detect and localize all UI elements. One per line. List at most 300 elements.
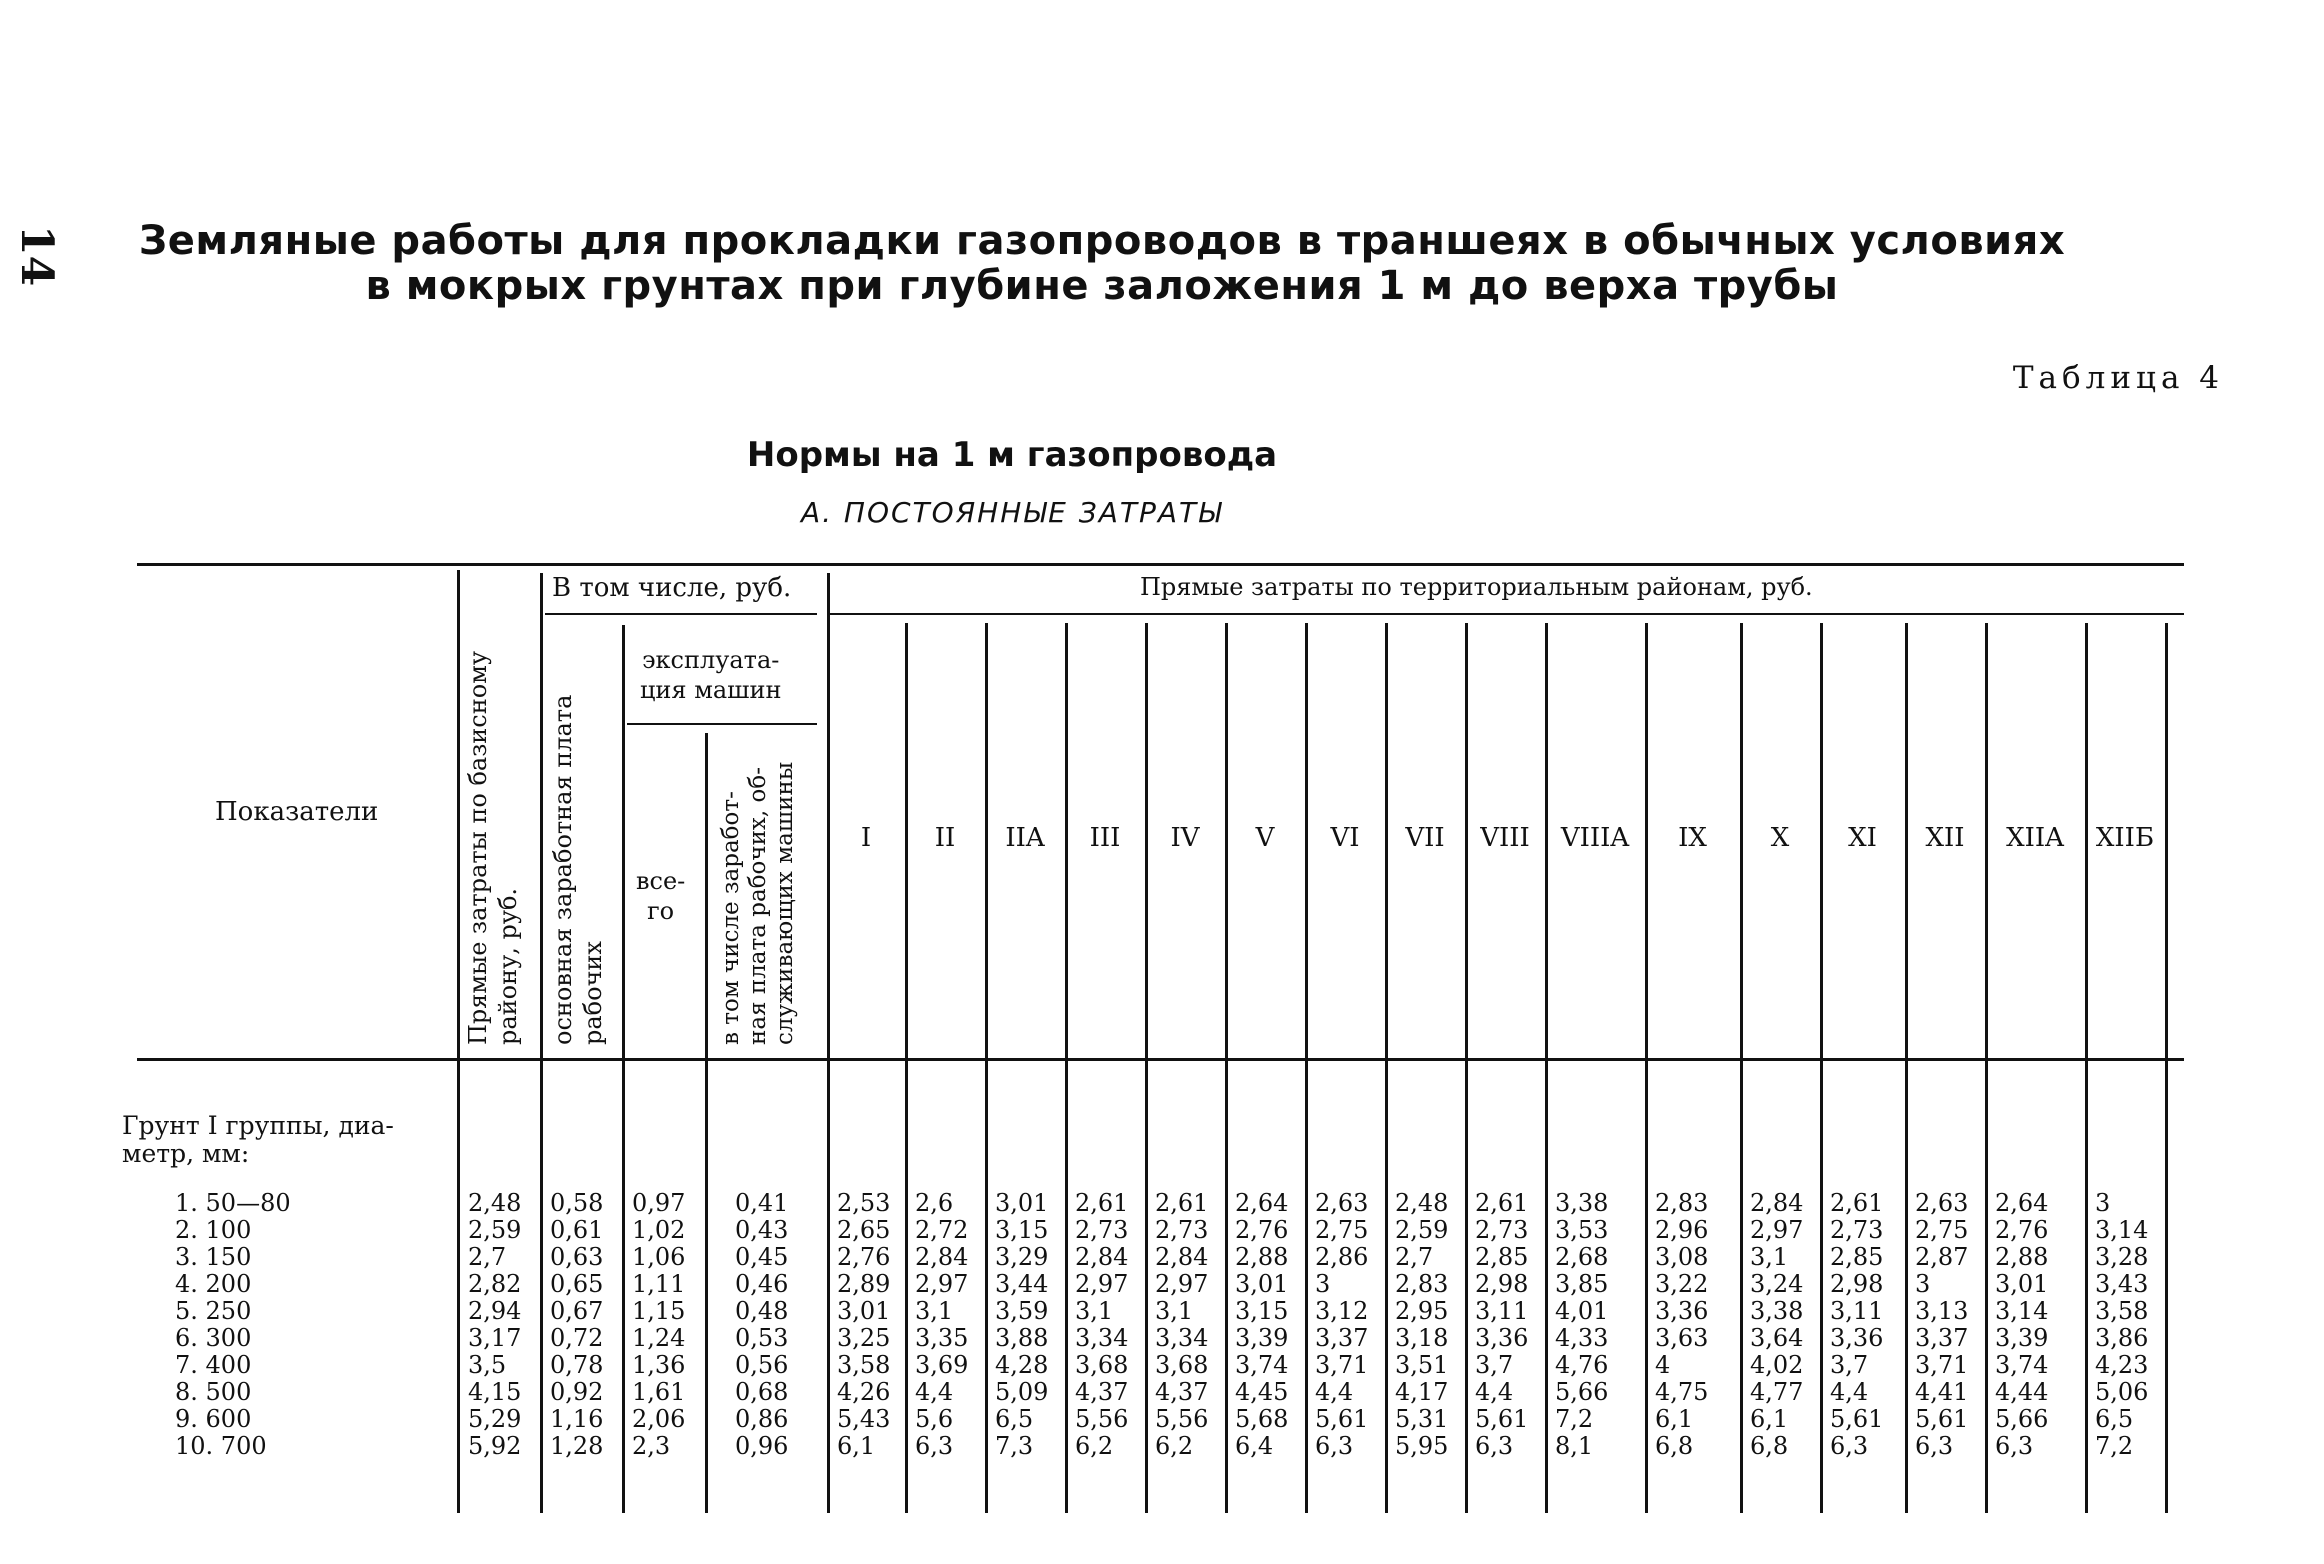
region-header: IV	[1170, 823, 1200, 853]
table-cell: 2,86	[1315, 1243, 1369, 1271]
table-cell: 2,64	[1995, 1189, 2049, 1217]
table-cell: 3,1	[915, 1297, 954, 1325]
table-cell: 3	[1915, 1270, 1931, 1298]
header-direct-costs-base-line-2: району, руб.	[494, 887, 522, 1045]
data-column	[1830, 1190, 1883, 1460]
data-column	[995, 1190, 1048, 1460]
table-cell: 1,06	[632, 1243, 686, 1271]
table-cell: 3,1	[1155, 1297, 1194, 1325]
table-cell: 5,43	[837, 1405, 891, 1433]
table-cell: 3,12	[1315, 1297, 1369, 1325]
table-cell: 3,85	[1555, 1270, 1609, 1298]
data-column	[1915, 1190, 1968, 1460]
header-incl-rub: В том числе, руб.	[552, 573, 792, 603]
table-cell: 2,75	[1915, 1216, 1969, 1244]
data-column	[632, 1190, 685, 1460]
table-cell: 6,1	[1655, 1405, 1694, 1433]
table-cell: 3,22	[1655, 1270, 1709, 1298]
table-cell: 3,7	[1475, 1351, 1514, 1379]
table-cell: 5,09	[995, 1378, 1049, 1406]
data-column	[1750, 1190, 1803, 1460]
table-cell: 1,24	[632, 1324, 686, 1352]
table-cell: 2,96	[1655, 1216, 1709, 1244]
table-cell: 2,87	[1915, 1243, 1969, 1271]
data-column	[2095, 1190, 2148, 1460]
table-cell: 2,95	[1395, 1297, 1449, 1325]
table-cell: 4,45	[1235, 1378, 1289, 1406]
table-cell: 3,37	[1915, 1324, 1969, 1352]
data-column	[1655, 1190, 1708, 1460]
header-direct-costs-base-line-1: Прямые затраты по базисному	[464, 651, 492, 1045]
table-cell: 3,14	[2095, 1216, 2149, 1244]
table-cell: 0,96	[735, 1432, 789, 1460]
table-cell: 0,58	[550, 1189, 604, 1217]
table-cell: 2,84	[1075, 1243, 1129, 1271]
column-rule	[1740, 623, 1743, 1513]
table-cell: 3,74	[1995, 1351, 2049, 1379]
table-cell: 4,15	[468, 1378, 522, 1406]
table-cell: 3,64	[1750, 1324, 1804, 1352]
sub-rule-machine	[627, 723, 817, 725]
table-cell: 0,65	[550, 1270, 604, 1298]
table-cell: 3,14	[1995, 1297, 2049, 1325]
table-cell: 3,18	[1395, 1324, 1449, 1352]
region-header: IX	[1678, 823, 1707, 853]
table-cell: 4,44	[1995, 1378, 2049, 1406]
table-cell: 5,29	[468, 1405, 522, 1433]
column-rule	[1465, 623, 1468, 1513]
column-rule	[540, 573, 543, 1513]
region-header: X	[1770, 823, 1790, 853]
column-rule	[705, 733, 708, 1513]
table-cell: 0,43	[735, 1216, 789, 1244]
table-cell: 3	[1315, 1270, 1331, 1298]
header-incl-wage	[718, 762, 799, 1045]
region-header: III	[1089, 823, 1121, 853]
table-cell: 2,48	[1395, 1189, 1449, 1217]
table-cell: 2,84	[915, 1243, 969, 1271]
data-column	[468, 1190, 521, 1460]
header-base-wage	[548, 695, 608, 1045]
region-header: VII	[1405, 823, 1445, 853]
table-cell: 2,63	[1915, 1189, 1969, 1217]
row-label: 1. 50—80	[175, 1189, 291, 1217]
table-cell: 3,71	[1315, 1351, 1369, 1379]
column-rule	[1905, 623, 1908, 1513]
table-cell: 3,01	[995, 1189, 1049, 1217]
table-cell: 4,41	[1915, 1378, 1969, 1406]
column-rule	[1145, 623, 1148, 1513]
region-header: VIIIA	[1560, 823, 1630, 853]
table-cell: 0,78	[550, 1351, 604, 1379]
column-rule	[1820, 623, 1823, 1513]
header-territorial: Прямые затраты по территориальным районам, руб.	[1140, 573, 1813, 601]
table-cell: 7,2	[2095, 1432, 2134, 1460]
table-cell: 5,06	[2095, 1378, 2149, 1406]
table-cell: 2,75	[1315, 1216, 1369, 1244]
table-cell: 6,3	[1315, 1432, 1354, 1460]
table-cell: 3,71	[1915, 1351, 1969, 1379]
table-cell: 0,68	[735, 1378, 789, 1406]
table-cell: 5,61	[1915, 1405, 1969, 1433]
table-cell: 3,36	[1475, 1324, 1529, 1352]
table-cell: 2,85	[1475, 1243, 1529, 1271]
table-top-rule	[137, 563, 2184, 566]
table-cell: 0,46	[735, 1270, 789, 1298]
table-cell: 2,98	[1830, 1270, 1884, 1298]
region-header: VIII	[1480, 823, 1530, 853]
column-rule	[2085, 623, 2088, 1513]
group-label-line-1: Грунт I группы, диа-	[122, 1111, 394, 1140]
table-cell: 5,56	[1075, 1405, 1129, 1433]
table-cell: 2,88	[1235, 1243, 1289, 1271]
table-cell: 0,67	[550, 1297, 604, 1325]
row-label: 5. 250	[175, 1297, 252, 1325]
table-cell: 3,69	[915, 1351, 969, 1379]
table-cell: 3,7	[1830, 1351, 1869, 1379]
table-cell: 6,1	[1750, 1405, 1789, 1433]
table-cell: 4,37	[1155, 1378, 1209, 1406]
table-cell: 4,33	[1555, 1324, 1609, 1352]
table-cell: 2,84	[1750, 1189, 1804, 1217]
table-cell: 5,61	[1315, 1405, 1369, 1433]
table-cell: 4,77	[1750, 1378, 1804, 1406]
table-cell: 3,08	[1655, 1243, 1709, 1271]
table-cell: 3,88	[995, 1324, 1049, 1352]
header-machine-ops-line-1: эксплуата-	[642, 646, 780, 674]
table-cell: 6,8	[1750, 1432, 1789, 1460]
header-machine-ops-line-2: ция машин	[640, 676, 782, 704]
table-cell: 1,11	[632, 1270, 686, 1298]
table-cell: 3,74	[1235, 1351, 1289, 1379]
table-cell: 2,73	[1155, 1216, 1209, 1244]
table-cell: 3,38	[1750, 1297, 1804, 1325]
region-header: XIIБ	[2095, 823, 2155, 853]
table-cell: 4,23	[2095, 1351, 2149, 1379]
region-header: II	[934, 823, 956, 853]
table-cell: 1,36	[632, 1351, 686, 1379]
sub-rule-incl	[545, 613, 817, 615]
table-cell: 4,02	[1750, 1351, 1804, 1379]
table-cell: 1,02	[632, 1216, 686, 1244]
table-cell: 3,28	[2095, 1243, 2149, 1271]
title-line-2: в мокрых грунтах при глубине заложения 1 м до верха трубы	[365, 263, 1839, 309]
column-rule	[622, 625, 625, 1513]
table-cell: 2,7	[468, 1243, 507, 1271]
table-cell: 6,3	[1475, 1432, 1514, 1460]
column-rule	[2165, 623, 2168, 1513]
table-cell: 2,68	[1555, 1243, 1609, 1271]
header-bottom-rule	[137, 1058, 2184, 1061]
table-cell: 4,01	[1555, 1297, 1609, 1325]
table-cell: 6,3	[1915, 1432, 1954, 1460]
table-cell: 3,53	[1555, 1216, 1609, 1244]
table-cell: 3,68	[1075, 1351, 1129, 1379]
table-cell: 0,41	[735, 1189, 789, 1217]
column-rule	[985, 623, 988, 1513]
column-rule	[827, 573, 830, 1513]
table-cell: 2,6	[915, 1189, 954, 1217]
table-cell: 4	[1655, 1351, 1671, 1379]
table-cell: 5,31	[1395, 1405, 1449, 1433]
table-cell: 3,59	[995, 1297, 1049, 1325]
table-cell: 3,58	[2095, 1297, 2149, 1325]
column-rule	[457, 570, 460, 1513]
table-cell: 5,56	[1155, 1405, 1209, 1433]
data-column	[1315, 1190, 1368, 1460]
table-cell: 2,85	[1830, 1243, 1884, 1271]
table-cell: 5,68	[1235, 1405, 1289, 1433]
table-cell: 6,5	[995, 1405, 1034, 1433]
table-cell: 2,83	[1395, 1270, 1449, 1298]
table-cell: 3,24	[1750, 1270, 1804, 1298]
row-label: 8. 500	[175, 1378, 252, 1406]
row-label: 4. 200	[175, 1270, 252, 1298]
header-incl-wage-line-3: служивающих машины	[772, 761, 798, 1045]
table-cell: 3,15	[995, 1216, 1049, 1244]
table-cell: 4,28	[995, 1351, 1049, 1379]
table-cell: 3,01	[1995, 1270, 2049, 1298]
table-cell: 3,11	[1475, 1297, 1529, 1325]
column-rule	[1545, 623, 1548, 1513]
table-cell: 2,97	[1155, 1270, 1209, 1298]
row-label: 9. 600	[175, 1405, 252, 1433]
region-header: V	[1255, 823, 1275, 853]
table-cell: 1,15	[632, 1297, 686, 1325]
column-rule	[1065, 623, 1068, 1513]
table-cell: 2,72	[915, 1216, 969, 1244]
table-cell: 7,2	[1555, 1405, 1594, 1433]
section-heading: А. ПОСТОЯННЫЕ ЗАТРАТЫ	[800, 496, 1224, 529]
table-cell: 2,59	[1395, 1216, 1449, 1244]
table-cell: 3,39	[1235, 1324, 1289, 1352]
table-cell: 4,75	[1655, 1378, 1709, 1406]
table-cell: 2,98	[1475, 1270, 1529, 1298]
table-cell: 2,61	[1830, 1189, 1884, 1217]
header-base-wage-line-1: основная заработная плата	[549, 694, 577, 1045]
header-base-wage-line-2: рабочих	[579, 941, 607, 1045]
table-cell: 3,01	[837, 1297, 891, 1325]
table-cell: 3,25	[837, 1324, 891, 1352]
table-cell: 5,66	[1995, 1405, 2049, 1433]
data-column	[550, 1190, 603, 1460]
row-label: 10. 700	[175, 1432, 267, 1460]
header-total-line-1: все-	[636, 867, 686, 895]
table-cell: 2,48	[468, 1189, 522, 1217]
table-cell: 0,45	[735, 1243, 789, 1271]
table-cell: 3,86	[2095, 1324, 2149, 1352]
table-cell: 4,37	[1075, 1378, 1129, 1406]
row-label: 6. 300	[175, 1324, 252, 1352]
data-column	[1395, 1190, 1448, 1460]
table-cell: 5,6	[915, 1405, 954, 1433]
table-cell: 2,7	[1395, 1243, 1434, 1271]
table-cell: 2,3	[632, 1432, 671, 1460]
table-cell: 5,92	[468, 1432, 522, 1460]
table-cell: 4,4	[1475, 1378, 1514, 1406]
data-column	[1155, 1190, 1208, 1460]
table-cell: 3,44	[995, 1270, 1049, 1298]
table-cell: 3,13	[1915, 1297, 1969, 1325]
table-cell: 0,72	[550, 1324, 604, 1352]
region-header: I	[860, 823, 872, 853]
table-cell: 1,16	[550, 1405, 604, 1433]
table-cell: 6,2	[1075, 1432, 1114, 1460]
table-cell: 3,17	[468, 1324, 522, 1352]
table-cell: 3,01	[1235, 1270, 1289, 1298]
table-cell: 4,4	[1315, 1378, 1354, 1406]
table-cell: 2,83	[1655, 1189, 1709, 1217]
table-cell: 4,26	[837, 1378, 891, 1406]
column-rule	[1385, 623, 1388, 1513]
table-cell: 2,73	[1075, 1216, 1129, 1244]
table-cell: 4,4	[915, 1378, 954, 1406]
table-cell: 1,61	[632, 1378, 686, 1406]
table-cell: 6,1	[837, 1432, 876, 1460]
table-cell: 7,3	[995, 1432, 1034, 1460]
table-cell: 0,86	[735, 1405, 789, 1433]
table-cell: 6,4	[1235, 1432, 1274, 1460]
table-cell: 5,66	[1555, 1378, 1609, 1406]
table-cell: 2,63	[1315, 1189, 1369, 1217]
region-header: VI	[1330, 823, 1360, 853]
table-cell: 6,5	[2095, 1405, 2134, 1433]
sub-rule-territorial	[830, 613, 2184, 615]
table-cell: 3,36	[1830, 1324, 1884, 1352]
row-label: 7. 400	[175, 1351, 252, 1379]
norms-heading: Нормы на 1 м газопровода	[746, 435, 1278, 475]
header-direct-costs-base	[463, 651, 523, 1045]
table-cell: 2,76	[837, 1243, 891, 1271]
table-cell: 2,61	[1475, 1189, 1529, 1217]
table-cell: 3,37	[1315, 1324, 1369, 1352]
table-cell: 0,97	[632, 1189, 686, 1217]
header-total-line-2: го	[647, 897, 675, 925]
table-cell: 2,94	[468, 1297, 522, 1325]
table-cell: 3,1	[1750, 1243, 1789, 1271]
data-column	[1235, 1190, 1288, 1460]
table-cell: 3,5	[468, 1351, 507, 1379]
group-label-line-2: метр, мм:	[122, 1139, 250, 1168]
table-cell: 3,43	[2095, 1270, 2149, 1298]
region-header: IIA	[1005, 823, 1045, 853]
data-column	[1075, 1190, 1128, 1460]
column-rule	[1985, 623, 1988, 1513]
table-cell: 3,15	[1235, 1297, 1289, 1325]
table-cell: 3,1	[1075, 1297, 1114, 1325]
data-column	[1995, 1190, 2048, 1460]
table-cell: 3,51	[1395, 1351, 1449, 1379]
title-line-1: Земляные работы для прокладки газопроводов в траншеях в обычных условиях	[138, 218, 2066, 264]
table-cell: 5,61	[1830, 1405, 1884, 1433]
table-cell: 2,61	[1075, 1189, 1129, 1217]
data-column	[1555, 1190, 1608, 1460]
table-cell: 3,29	[995, 1243, 1049, 1271]
column-rule	[1645, 623, 1648, 1513]
table-cell: 2,73	[1830, 1216, 1884, 1244]
row-labels	[175, 1190, 291, 1460]
table-cell: 2,59	[468, 1216, 522, 1244]
table-cell: 2,65	[837, 1216, 891, 1244]
table-cell: 3,58	[837, 1351, 891, 1379]
table-cell: 0,61	[550, 1216, 604, 1244]
table-cell: 0,63	[550, 1243, 604, 1271]
table-cell: 1,28	[550, 1432, 604, 1460]
table-cell: 3,11	[1830, 1297, 1884, 1325]
group-label	[122, 1112, 394, 1168]
table-cell: 6,8	[1655, 1432, 1694, 1460]
table-cell: 3,39	[1995, 1324, 2049, 1352]
table-cell: 0,92	[550, 1378, 604, 1406]
table-cell: 4,4	[1830, 1378, 1869, 1406]
table-cell: 3,68	[1155, 1351, 1209, 1379]
table-cell: 2,97	[915, 1270, 969, 1298]
table-cell: 0,53	[735, 1324, 789, 1352]
table-cell: 5,95	[1395, 1432, 1449, 1460]
table-cell: 4,76	[1555, 1351, 1609, 1379]
header-incl-wage-line-1: в том числе заработ-	[718, 791, 744, 1045]
table-cell: 3,34	[1155, 1324, 1209, 1352]
data-column	[837, 1190, 890, 1460]
row-label: 3. 150	[175, 1243, 252, 1271]
header-total	[636, 866, 685, 926]
table-cell: 2,53	[837, 1189, 891, 1217]
table-cell: 3,34	[1075, 1324, 1129, 1352]
data-column	[735, 1190, 788, 1460]
header-indicators: Показатели	[215, 797, 379, 827]
table-cell: 4,17	[1395, 1378, 1449, 1406]
table-cell: 2,76	[1995, 1216, 2049, 1244]
table-cell: 2,84	[1155, 1243, 1209, 1271]
page-number: 14	[11, 225, 62, 287]
table-cell: 6,2	[1155, 1432, 1194, 1460]
table-cell: 8,1	[1555, 1432, 1594, 1460]
data-column	[1475, 1190, 1528, 1460]
region-header: XII	[1925, 823, 1965, 853]
data-column	[915, 1190, 968, 1460]
column-rule	[1305, 623, 1308, 1513]
table-cell: 3,36	[1655, 1297, 1709, 1325]
table-cell: 0,48	[735, 1297, 789, 1325]
table-cell: 3,38	[1555, 1189, 1609, 1217]
table-cell: 2,64	[1235, 1189, 1289, 1217]
table-cell: 3	[2095, 1189, 2111, 1217]
column-rule	[905, 623, 908, 1513]
table-cell: 3,35	[915, 1324, 969, 1352]
column-rule	[1225, 623, 1228, 1513]
table-cell: 2,97	[1750, 1216, 1804, 1244]
table-cell: 2,97	[1075, 1270, 1129, 1298]
table-cell: 3,63	[1655, 1324, 1709, 1352]
table-cell: 2,89	[837, 1270, 891, 1298]
table-cell: 2,73	[1475, 1216, 1529, 1244]
table-cell: 6,3	[915, 1432, 954, 1460]
region-header: XI	[1848, 823, 1877, 853]
table-cell: 2,88	[1995, 1243, 2049, 1271]
table-cell: 0,56	[735, 1351, 789, 1379]
table-cell: 6,3	[1995, 1432, 2034, 1460]
header-incl-wage-line-2: ная плата рабочих, об-	[745, 767, 771, 1045]
table-cell: 2,82	[468, 1270, 522, 1298]
region-header: XIIA	[2006, 823, 2064, 853]
table-label: Таблица 4	[2012, 360, 2224, 396]
table-cell: 2,06	[632, 1405, 686, 1433]
table-cell: 2,61	[1155, 1189, 1209, 1217]
header-machine-ops	[640, 645, 781, 705]
table-cell: 2,76	[1235, 1216, 1289, 1244]
table-cell: 6,3	[1830, 1432, 1869, 1460]
table-cell: 5,61	[1475, 1405, 1529, 1433]
